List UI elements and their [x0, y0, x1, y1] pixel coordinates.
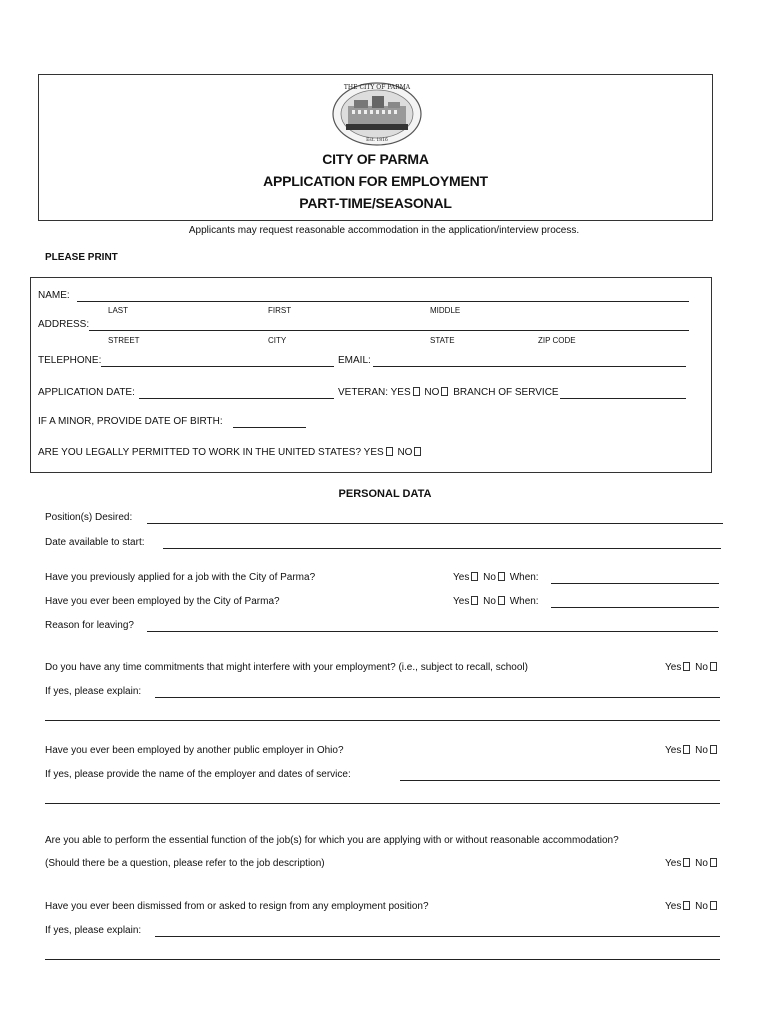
yes-label: Yes [453, 572, 470, 583]
q-time-commitments: Do you have any time commitments that might interfere with your employment? (i.e., subject to recall, school) [45, 662, 528, 673]
please-print-label: PLEASE PRINT [45, 252, 118, 263]
name-field[interactable] [77, 301, 689, 302]
q-dismissed: Have you ever been dismissed from or asked to resign from any employment position? [45, 901, 429, 912]
no-label: No [695, 662, 708, 673]
date-available-field[interactable] [163, 548, 721, 549]
previously-applied-yes-checkbox[interactable] [471, 572, 478, 581]
employed-parma-yes-checkbox[interactable] [471, 596, 478, 605]
personal-data-heading: PERSONAL DATA [338, 488, 432, 500]
yes-label: Yes [665, 662, 682, 673]
veteran-yes-label: YES [390, 387, 411, 398]
public-employer-details-field-2[interactable] [45, 803, 720, 804]
permitted-label: ARE YOU LEGALLY PERMITTED TO WORK IN THE UNITED STATES? [38, 447, 362, 458]
public-employer-details-field[interactable] [400, 780, 720, 781]
q-employed-parma: Have you ever been employed by the City of Parma? [45, 596, 280, 607]
permitted-no-checkbox[interactable] [414, 447, 421, 456]
yes-label: Yes [665, 901, 682, 912]
permitted-yes-checkbox[interactable] [386, 447, 393, 456]
essential-function-yes-checkbox[interactable] [683, 858, 690, 867]
name-sub-last: LAST [108, 306, 129, 315]
date-available-label: Date available to start: [45, 537, 145, 548]
applicant-info-box [30, 277, 712, 473]
no-label: No [695, 901, 708, 912]
yes-label: Yes [453, 596, 470, 607]
q-public-employer: Have you ever been employed by another public employer in Ohio? [45, 745, 344, 756]
no-label: No [483, 572, 496, 583]
svg-text:THE CITY OF PARMA: THE CITY OF PARMA [343, 84, 411, 91]
positions-label: Position(s) Desired: [45, 512, 133, 523]
public-employer-no-checkbox[interactable] [710, 745, 717, 754]
essential-function-no-checkbox[interactable] [710, 858, 717, 867]
reason-leaving-field[interactable] [147, 631, 718, 632]
q-previously-applied: Have you previously applied for a job with the City of Parma? [45, 572, 316, 583]
address-sub-street: STREET [108, 336, 140, 345]
no-label: No [483, 596, 496, 607]
veteran-row [338, 387, 559, 398]
email-field[interactable] [373, 366, 686, 367]
telephone-field[interactable] [101, 366, 334, 367]
dismissed-no-checkbox[interactable] [710, 901, 717, 910]
previously-applied-when-field[interactable] [551, 583, 719, 584]
title-city: CITY OF PARMA [322, 151, 429, 167]
public-employer-details-label: If yes, please provide the name of the employer and dates of service: [45, 769, 351, 780]
address-label: ADDRESS: [38, 319, 90, 330]
permitted-no-label: NO [397, 447, 413, 458]
q-essential-function: Are you able to perform the essential function of the job(s) for which you are applying with or without reasonable accommodation? [45, 835, 619, 846]
reason-leaving-label: Reason for leaving? [45, 620, 134, 631]
address-sub-zip: ZIP CODE [538, 336, 576, 345]
when-label: When: [509, 596, 539, 607]
time-commitments-no-checkbox[interactable] [710, 662, 717, 671]
permitted-row [38, 447, 423, 458]
dismissed-yes-checkbox[interactable] [683, 901, 690, 910]
veteran-yes-checkbox[interactable] [413, 387, 420, 396]
minor-dob-label: IF A MINOR, PROVIDE DATE OF BIRTH: [38, 416, 223, 427]
employed-parma-when-field[interactable] [551, 607, 719, 608]
veteran-label: VETERAN: [338, 387, 389, 398]
employed-parma-answer [453, 596, 539, 607]
essential-function-answer [665, 858, 719, 869]
accommodation-note: Applicants may request reasonable accommodation in the application/interview process. [188, 225, 580, 236]
essential-function-note: (Should there be a question, please refer to the job description) [45, 858, 325, 869]
yes-label: Yes [665, 858, 682, 869]
application-date-label: APPLICATION DATE: [38, 387, 135, 398]
minor-dob-field[interactable] [233, 427, 306, 428]
title-application: APPLICATION FOR EMPLOYMENT [263, 173, 488, 189]
employed-parma-no-checkbox[interactable] [498, 596, 505, 605]
veteran-no-label: NO [424, 387, 440, 398]
title-part-time: PART-TIME/SEASONAL [299, 195, 452, 211]
address-sub-state: STATE [430, 336, 455, 345]
name-sub-first: FIRST [268, 306, 292, 315]
branch-label: BRANCH OF SERVICE [453, 387, 559, 398]
previously-applied-no-checkbox[interactable] [498, 572, 505, 581]
public-employer-yes-checkbox[interactable] [683, 745, 690, 754]
email-label: EMAIL: [338, 355, 371, 366]
permitted-yes-label: YES [363, 447, 384, 458]
dismissed-explain-field[interactable] [155, 936, 720, 937]
yes-label: Yes [665, 745, 682, 756]
positions-field[interactable] [147, 523, 723, 524]
no-label: No [695, 858, 708, 869]
public-employer-answer [665, 745, 719, 756]
previously-applied-answer [453, 572, 539, 583]
time-commitments-explain-field[interactable] [155, 697, 720, 698]
branch-field[interactable] [560, 398, 686, 399]
dismissed-explain-label: If yes, please explain: [45, 925, 142, 936]
no-label: No [695, 745, 708, 756]
veteran-no-checkbox[interactable] [441, 387, 448, 396]
svg-text:Est. 1816: Est. 1816 [366, 138, 388, 143]
telephone-label: TELEPHONE: [38, 355, 102, 366]
time-commitments-explain-label: If yes, please explain: [45, 686, 142, 697]
address-field[interactable] [89, 330, 689, 331]
dismissed-answer [665, 901, 719, 912]
time-commitments-answer [665, 662, 719, 673]
time-commitments-explain-field-2[interactable] [45, 720, 720, 721]
when-label: When: [509, 572, 539, 583]
application-date-field[interactable] [139, 398, 334, 399]
city-seal-logo [330, 78, 424, 146]
name-sub-middle: MIDDLE [430, 306, 461, 315]
name-label: NAME: [38, 290, 70, 301]
time-commitments-yes-checkbox[interactable] [683, 662, 690, 671]
address-sub-city: CITY [268, 336, 287, 345]
dismissed-explain-field-2[interactable] [45, 959, 720, 960]
